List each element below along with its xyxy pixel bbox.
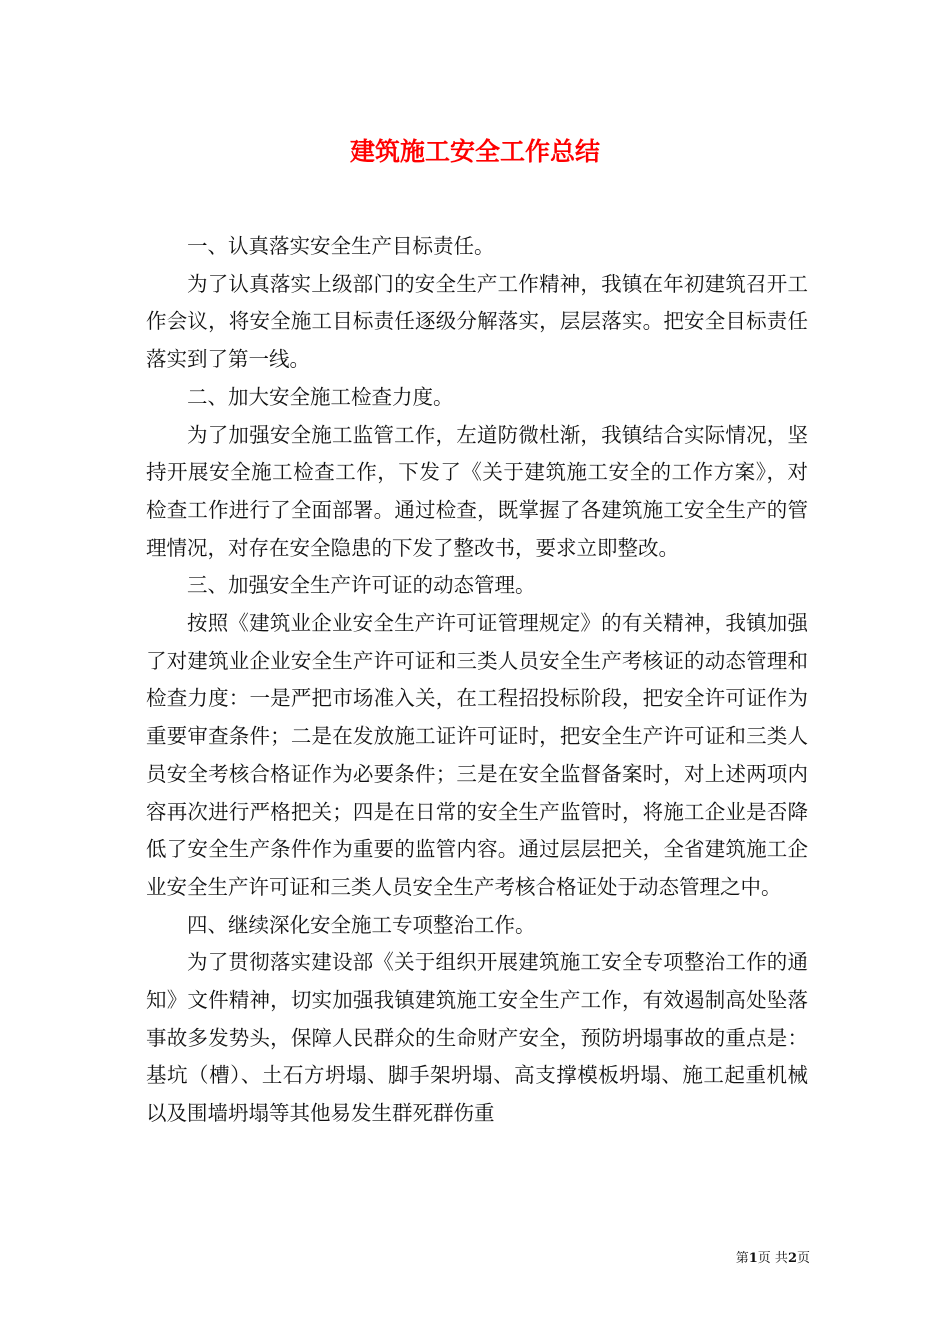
paragraph-4: 为了贯彻落实建设部《关于组织开展建筑施工安全专项整治工作的通知》文件精神，切实加强我镇建筑施工安全生产工作，有效遏制高处坠落事故多发势头，保障人民群众的生命财产安全，预防坍塌事故的重点是：基坑（槽）、土石方坍塌、脚手架坍塌、高支撑模板坍塌、施工起重机械以及围墙坍塌等其他易发生群死群伤重 [146, 950, 808, 1126]
section-heading-2: 二、加大安全施工检查力度。 [187, 384, 454, 409]
footer-current-page: 1 [748, 1251, 758, 1266]
footer-middle: 页 共 [757, 1251, 788, 1266]
page-footer [700, 1247, 810, 1266]
paragraph-3: 按照《建筑业企业安全生产许可证管理规定》的有关精神，我镇加强了对建筑业企业安全生产许可证和三类人员安全生产考核证的动态管理和检查力度：一是严把市场准入关，在工程招投标阶段，把安全许可证作为重要审查条件；二是在发放施工证许可证时，把安全生产许可证和三类人员安全考核合格证作为必要条件；三是在安全监督备案时，对上述两项内容再次进行严格把关；四是在日常的安全生产监管时，将施工企业是否降低了安全生产条件作为重要的监管内容。通过层层把关，全省建筑施工企业安全生产许可证和三类人员安全生产考核合格证处于动态管理之中。 [146, 611, 808, 899]
section-heading-3: 三、加强安全生产许可证的动态管理。 [187, 573, 536, 598]
section-heading-1: 一、认真落实安全生产目标责任。 [187, 234, 495, 258]
paragraph-1: 为了认真落实上级部门的安全生产工作精神，我镇在年初建筑召开工作会议，将安全施工目标责任逐级分解落实，层层落实。把安全目标责任落实到了第一线。 [146, 271, 808, 372]
footer-total-pages: 2 [787, 1251, 797, 1266]
document-body [146, 228, 808, 1133]
paragraph-2: 为了加强安全施工监管工作，左道防微杜渐，我镇结合实际情况，坚持开展安全施工检查工作，下发了《关于建筑施工安全的工作方案》，对检查工作进行了全面部署。通过检查，既掌握了各建筑施工安全生产的管理情况，对存在安全隐患的下发了整改书，要求立即整改。 [146, 422, 808, 560]
document-title: 建筑施工安全工作总结 [349, 137, 600, 166]
footer-suffix: 页 [796, 1251, 810, 1266]
section-heading-4: 四、继续深化安全施工专项整治工作。 [187, 912, 536, 937]
footer-prefix: 第 [735, 1251, 749, 1266]
